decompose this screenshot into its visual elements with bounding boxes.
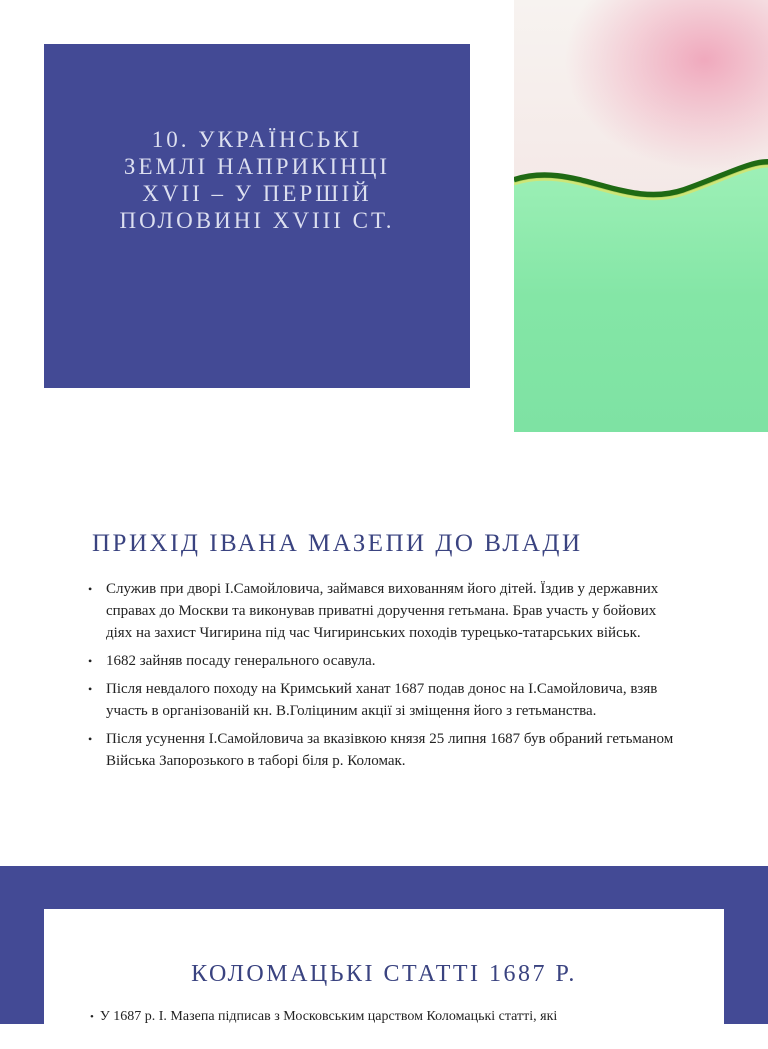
section-heading: ПРИХІД ІВАНА МАЗЕПИ ДО ВЛАДИ [92,530,583,557]
title-box [44,44,470,388]
list-item [86,728,686,772]
list-item [90,1007,710,1027]
list-item-text: Після невдалого походу на Кримський ханат 1687 подав донос на І.Самойловича, взяв участь в організованій кн. В.Голіциним акції зі зміщення його з гетьманства. [106,681,658,719]
bullet-marker: • [88,582,93,596]
list-item-text: 1682 зайняв посаду генерального осавула. [106,653,376,669]
list-item [86,578,686,644]
framed-slide [0,866,768,1024]
content-slide [0,470,768,866]
bullet-marker: • [88,654,93,668]
decorative-gradient-image [514,0,768,432]
title-slide [0,0,768,470]
bullet-marker: • [90,1011,94,1023]
section-heading: КОЛОМАЦЬКІ СТАТТІ 1687 Р. [191,961,577,987]
list-item-text: Після усунення І.Самойловича за вказівкою князя 25 липня 1687 був обраний гетьманом Війська Запорозького в таборі біля р. Коломак. [106,731,674,769]
bullet-marker: • [88,732,93,746]
list-item [86,650,686,672]
list-item-text: У 1687 р. І. Мазепа підписав з Московським царством Коломацькі статті, які [99,1009,558,1024]
bullet-marker: • [88,682,93,696]
slide-title: 10. УКРАЇНСЬКІ ЗЕМЛІ НАПРИКІНЦІ XVII – У ПЕРШІЙ ПОЛОВИНІ XVIII СТ. [119,127,395,233]
content-card [44,909,724,1049]
bullet-list [86,578,686,778]
list-item-text: Служив при дворі І.Самойловича, займався вихованням його дітей. Їздив у державних справах до Москви та виконував приватні доручення гетьмана. Брав участь у бойових діях на захист Чигирина під час Чигиринських походів турецько-татарських військ. [106,581,659,641]
list-item [86,678,686,722]
